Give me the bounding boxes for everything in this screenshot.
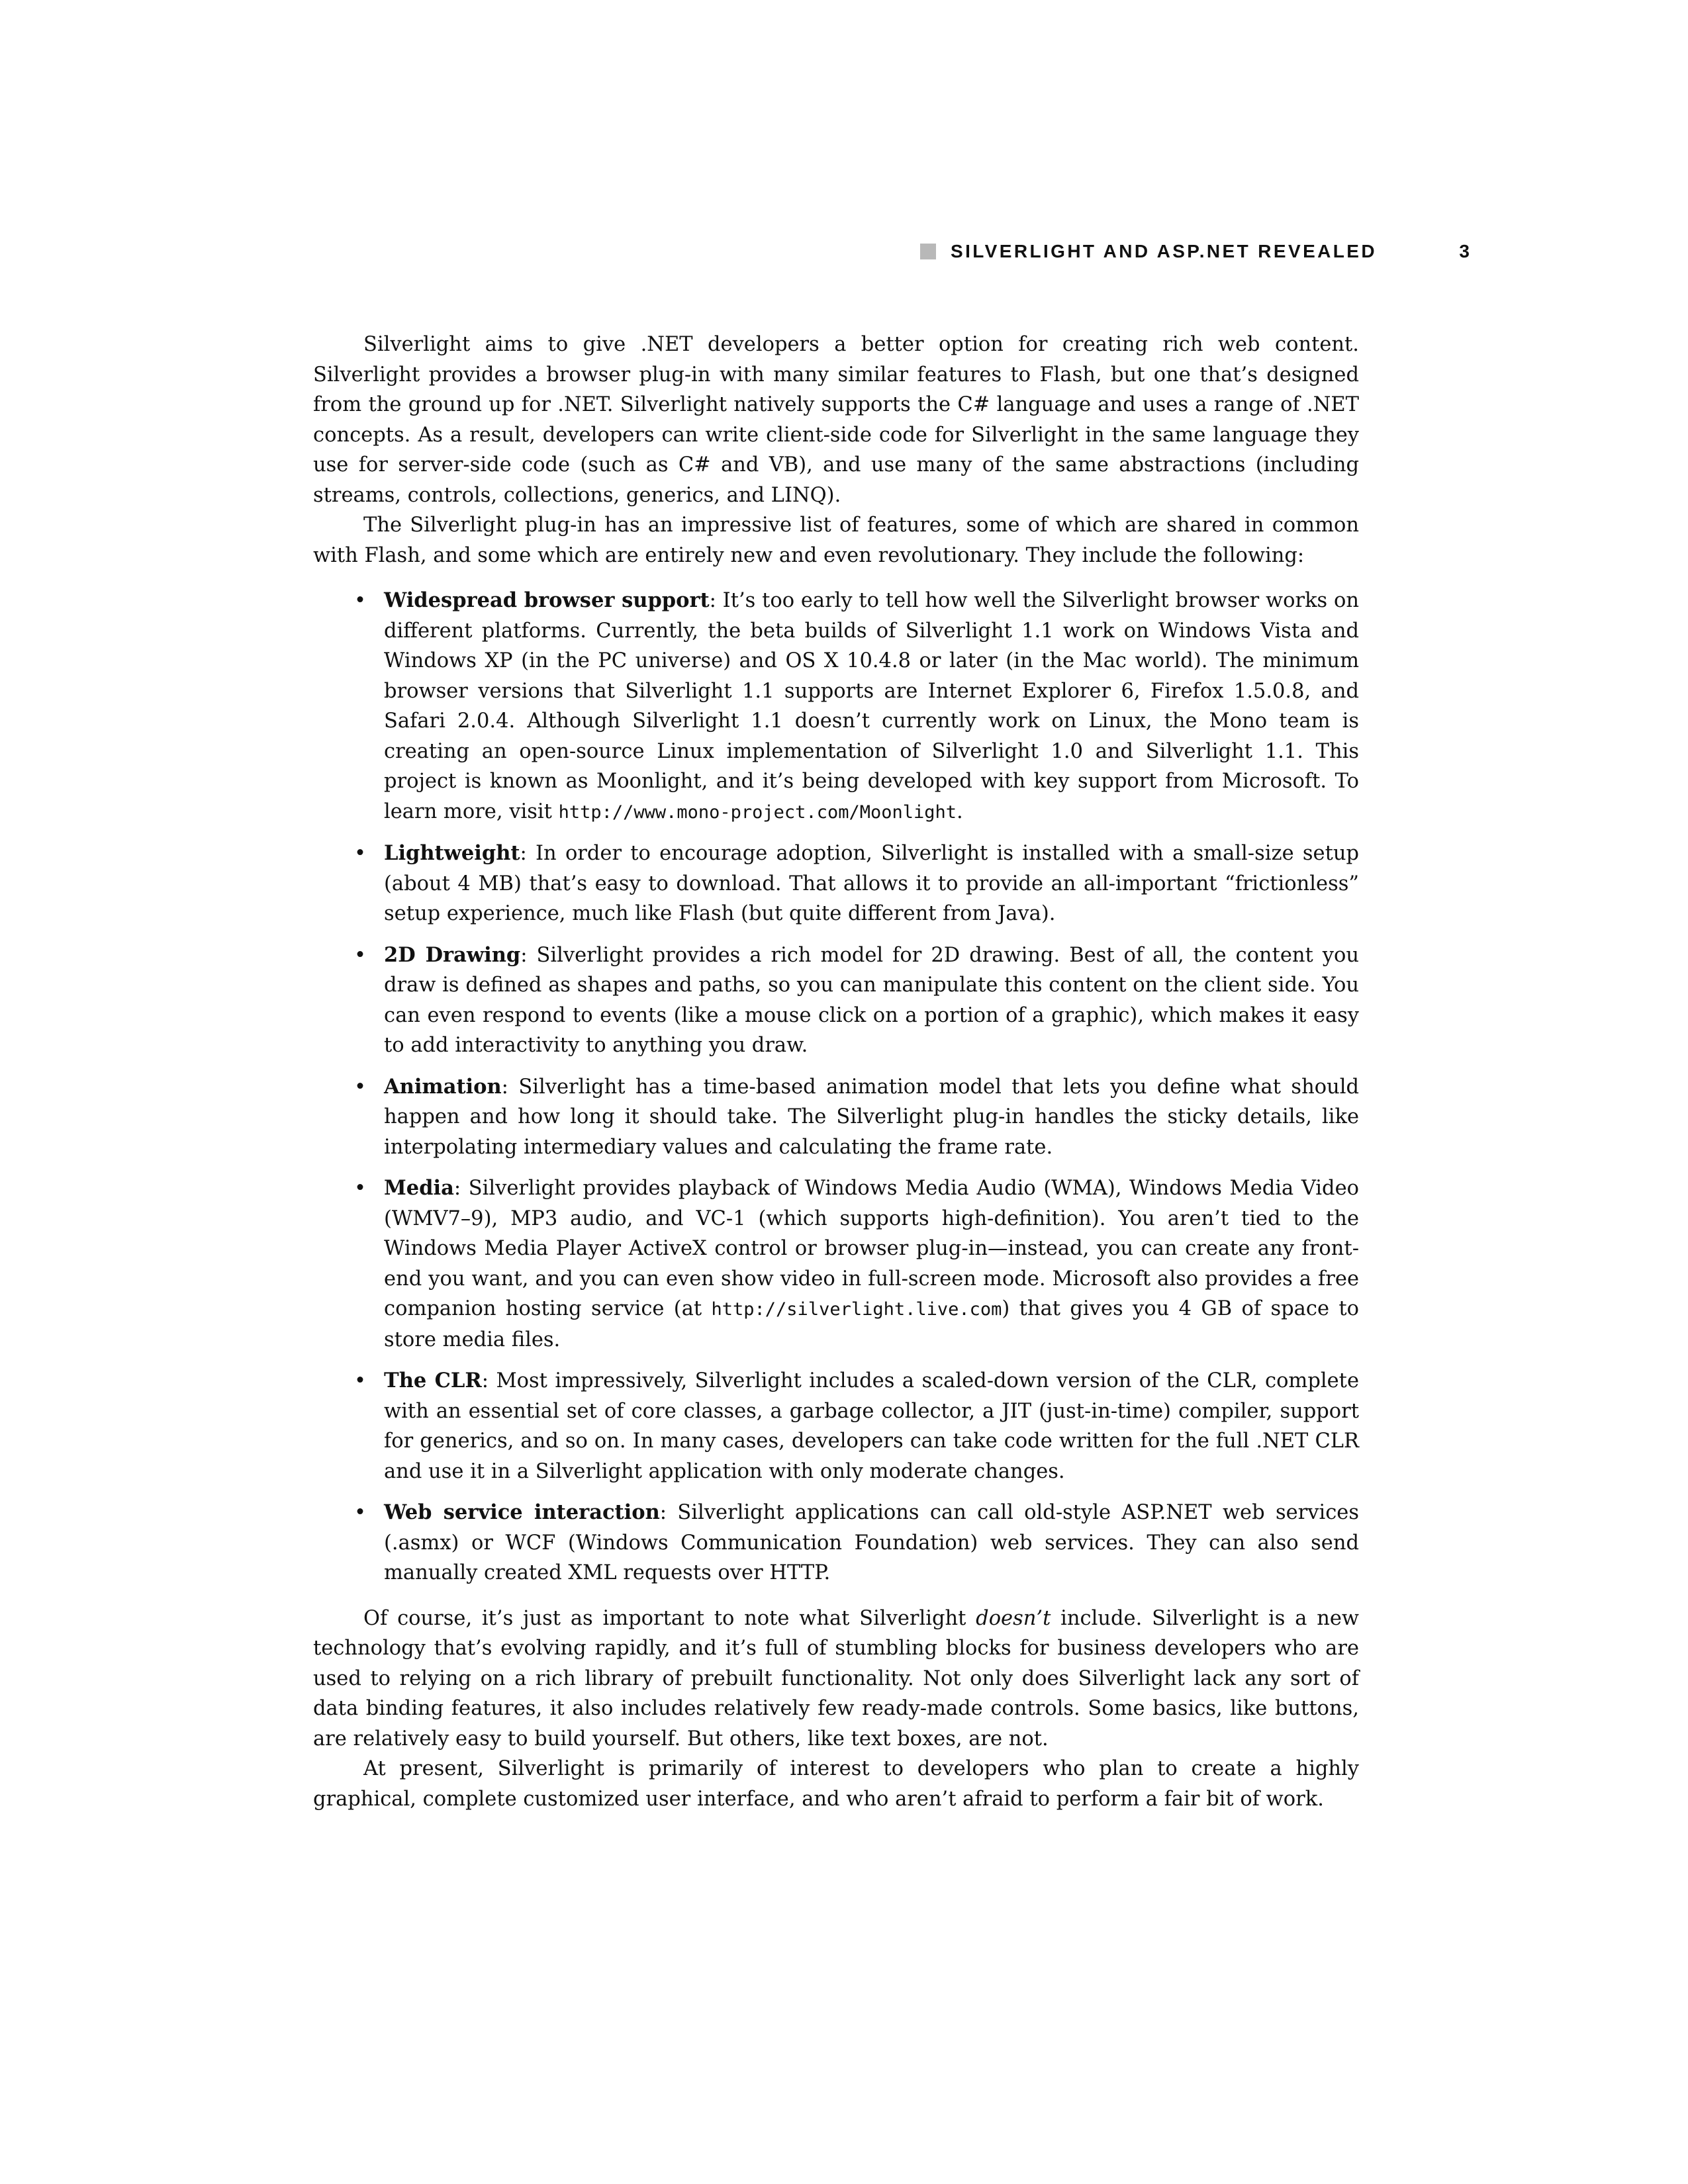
feature-item-lightweight bbox=[354, 839, 1359, 929]
outro-text-start: Of course, it’s just as important to note what Silverlight bbox=[363, 1606, 976, 1630]
page-body bbox=[313, 330, 1359, 1814]
feature-description-end: ) that gives you 4 GB of space to store media files. bbox=[384, 1297, 1359, 1351]
bullet-icon: • bbox=[354, 943, 366, 967]
running-head-square-icon bbox=[920, 244, 936, 259]
outro-paragraph-2: At present, Silverlight is primarily of interest to developers who plan to create a highly graphical, complete customized user interface, and who aren’t afraid to perform a fair bit of work. bbox=[313, 1757, 1359, 1811]
feature-description: : Most impressively, Silverlight includes a scaled-down version of the CLR, complete with an essential set of core classes, a garbage collector, a JIT (just-in-time) compiler, support for generics, and so on. In many cases, developers can take code written for the full .NET CLR and use it in a Silverlight application with only moderate changes. bbox=[384, 1369, 1359, 1483]
running-head bbox=[920, 241, 1470, 267]
page-number: 3 bbox=[1459, 241, 1470, 261]
intro-paragraph-2: The Silverlight plug-in has an impressive list of features, some of which are shared in common with Flash, and some which are entirely new and even revolutionary. They include the following: bbox=[313, 514, 1359, 567]
intro-paragraph-1: Silverlight aims to give .NET developers a better option for creating rich web content. Silverlight provides a browser plug-in with many similar features to Flash, but one that’s designed from the ground up for .NET. Silverlight natively supports the C# language and uses a range of .NET concepts. As a result, developers can write client-side code for Silverlight in the same language they use for server-side code (such as C# and VB), and use many of the same abstractions (including streams, controls, collections, generics, and LINQ). bbox=[313, 333, 1359, 507]
feature-description: : In order to encourage adoption, Silverlight is installed with a small-size setup (about 4 MB) that’s easy to download. That allows it to provide an all-important “frictionless” setup experience, much like Flash (but quite different from Java). bbox=[384, 842, 1359, 925]
feature-term: Widespread browser support bbox=[384, 588, 710, 612]
feature-description: : Silverlight provides a rich model for 2D drawing. Best of all, the content you draw is defined as shapes and paths, so you can manipulate this content on the client side. You can even respond to events (like a mouse click on a portion of a graphic), which makes it easy to add interactivity to anything you draw. bbox=[384, 943, 1360, 1057]
feature-description-end: . bbox=[957, 799, 963, 823]
feature-term: Media bbox=[384, 1176, 454, 1200]
feature-item-2d-drawing bbox=[354, 940, 1360, 1061]
feature-item-clr bbox=[354, 1366, 1359, 1486]
feature-term: Lightweight bbox=[384, 841, 520, 865]
bullet-icon: • bbox=[354, 1501, 366, 1524]
feature-term: 2D Drawing bbox=[384, 942, 521, 967]
feature-description: : It’s too early to tell how well the Silverlight browser works on different platforms. Currently, the beta builds of Silverlight 1.1 work on Windows Vista and Windows XP (in the PC universe) and OS X 10.4.8 or later (in the Mac world). The minimum browser versions that Silverlight 1.1 supports are Internet Explorer 6, Firefox 1.5.0.8, and Safari 2.0.4. Although Silverlight 1.1 doesn’t currently work on Linux, the Mono team is creating an open-source Linux implementation of Silverlight 1.0 and Silverlight 1.1. This project is known as Moonlight, and it’s being developed with key support from Microsoft. To learn more, visit bbox=[384, 589, 1359, 823]
bullet-icon: • bbox=[354, 842, 366, 865]
feature-term: Animation bbox=[384, 1074, 502, 1099]
feature-description: : Silverlight provides playback of Windows Media Audio (WMA), Windows Media Video (WMV7–9), MP3 audio, and VC-1 (which supports high-definition). You aren’t tied to the Windows Media Player ActiveX control or browser plug-in—instead, you can create any front-end you want, and you can even show video in full-screen mode. Microsoft also provides a free companion hosting service (at bbox=[384, 1177, 1359, 1320]
outro-emphasis: doesn’t bbox=[976, 1606, 1051, 1630]
bullet-icon: • bbox=[354, 1177, 366, 1200]
running-head-title: SILVERLIGHT AND ASP.NET REVEALED bbox=[951, 241, 1377, 261]
feature-term: Web service interaction bbox=[384, 1500, 660, 1524]
feature-item-media bbox=[354, 1173, 1359, 1355]
feature-list bbox=[313, 586, 1359, 1588]
feature-description: : Silverlight has a time-based animation model that lets you define what should happen and how long it should take. The Silverlight plug-in handles the sticky details, like interpolating intermediary values and calculating the frame rate. bbox=[384, 1075, 1359, 1159]
outro-paragraph-1 bbox=[313, 1604, 1359, 1754]
bullet-icon: • bbox=[354, 1369, 366, 1392]
feature-item-web-service bbox=[354, 1498, 1359, 1588]
feature-item-browser-support bbox=[354, 586, 1359, 827]
bullet-icon: • bbox=[354, 1075, 366, 1099]
bullet-icon: • bbox=[354, 589, 366, 612]
silverlight-live-url-link[interactable]: http://silverlight.live.com bbox=[711, 1299, 1002, 1320]
moonlight-url-link[interactable]: http://www.mono-project.com/Moonlight bbox=[558, 801, 957, 823]
feature-description: : Silverlight applications can call old-style ASP.NET web services (.asmx) or WCF (Windows Communication Foundation) web services. They can also send manually created XML requests over HTTP. bbox=[384, 1501, 1359, 1584]
outro-text-end: include. Silverlight is a new technology that’s evolving rapidly, and it’s full of stumbling blocks for business developers who are used to relying on a rich library of prebuilt functionality. Not only does Silverlight lack any sort of data binding features, it also includes relatively few ready-made controls. Some basics, like buttons, are relatively easy to build yourself. But others, like text boxes, are not. bbox=[313, 1606, 1359, 1751]
feature-term: The CLR bbox=[384, 1369, 482, 1392]
feature-item-animation bbox=[354, 1072, 1359, 1163]
